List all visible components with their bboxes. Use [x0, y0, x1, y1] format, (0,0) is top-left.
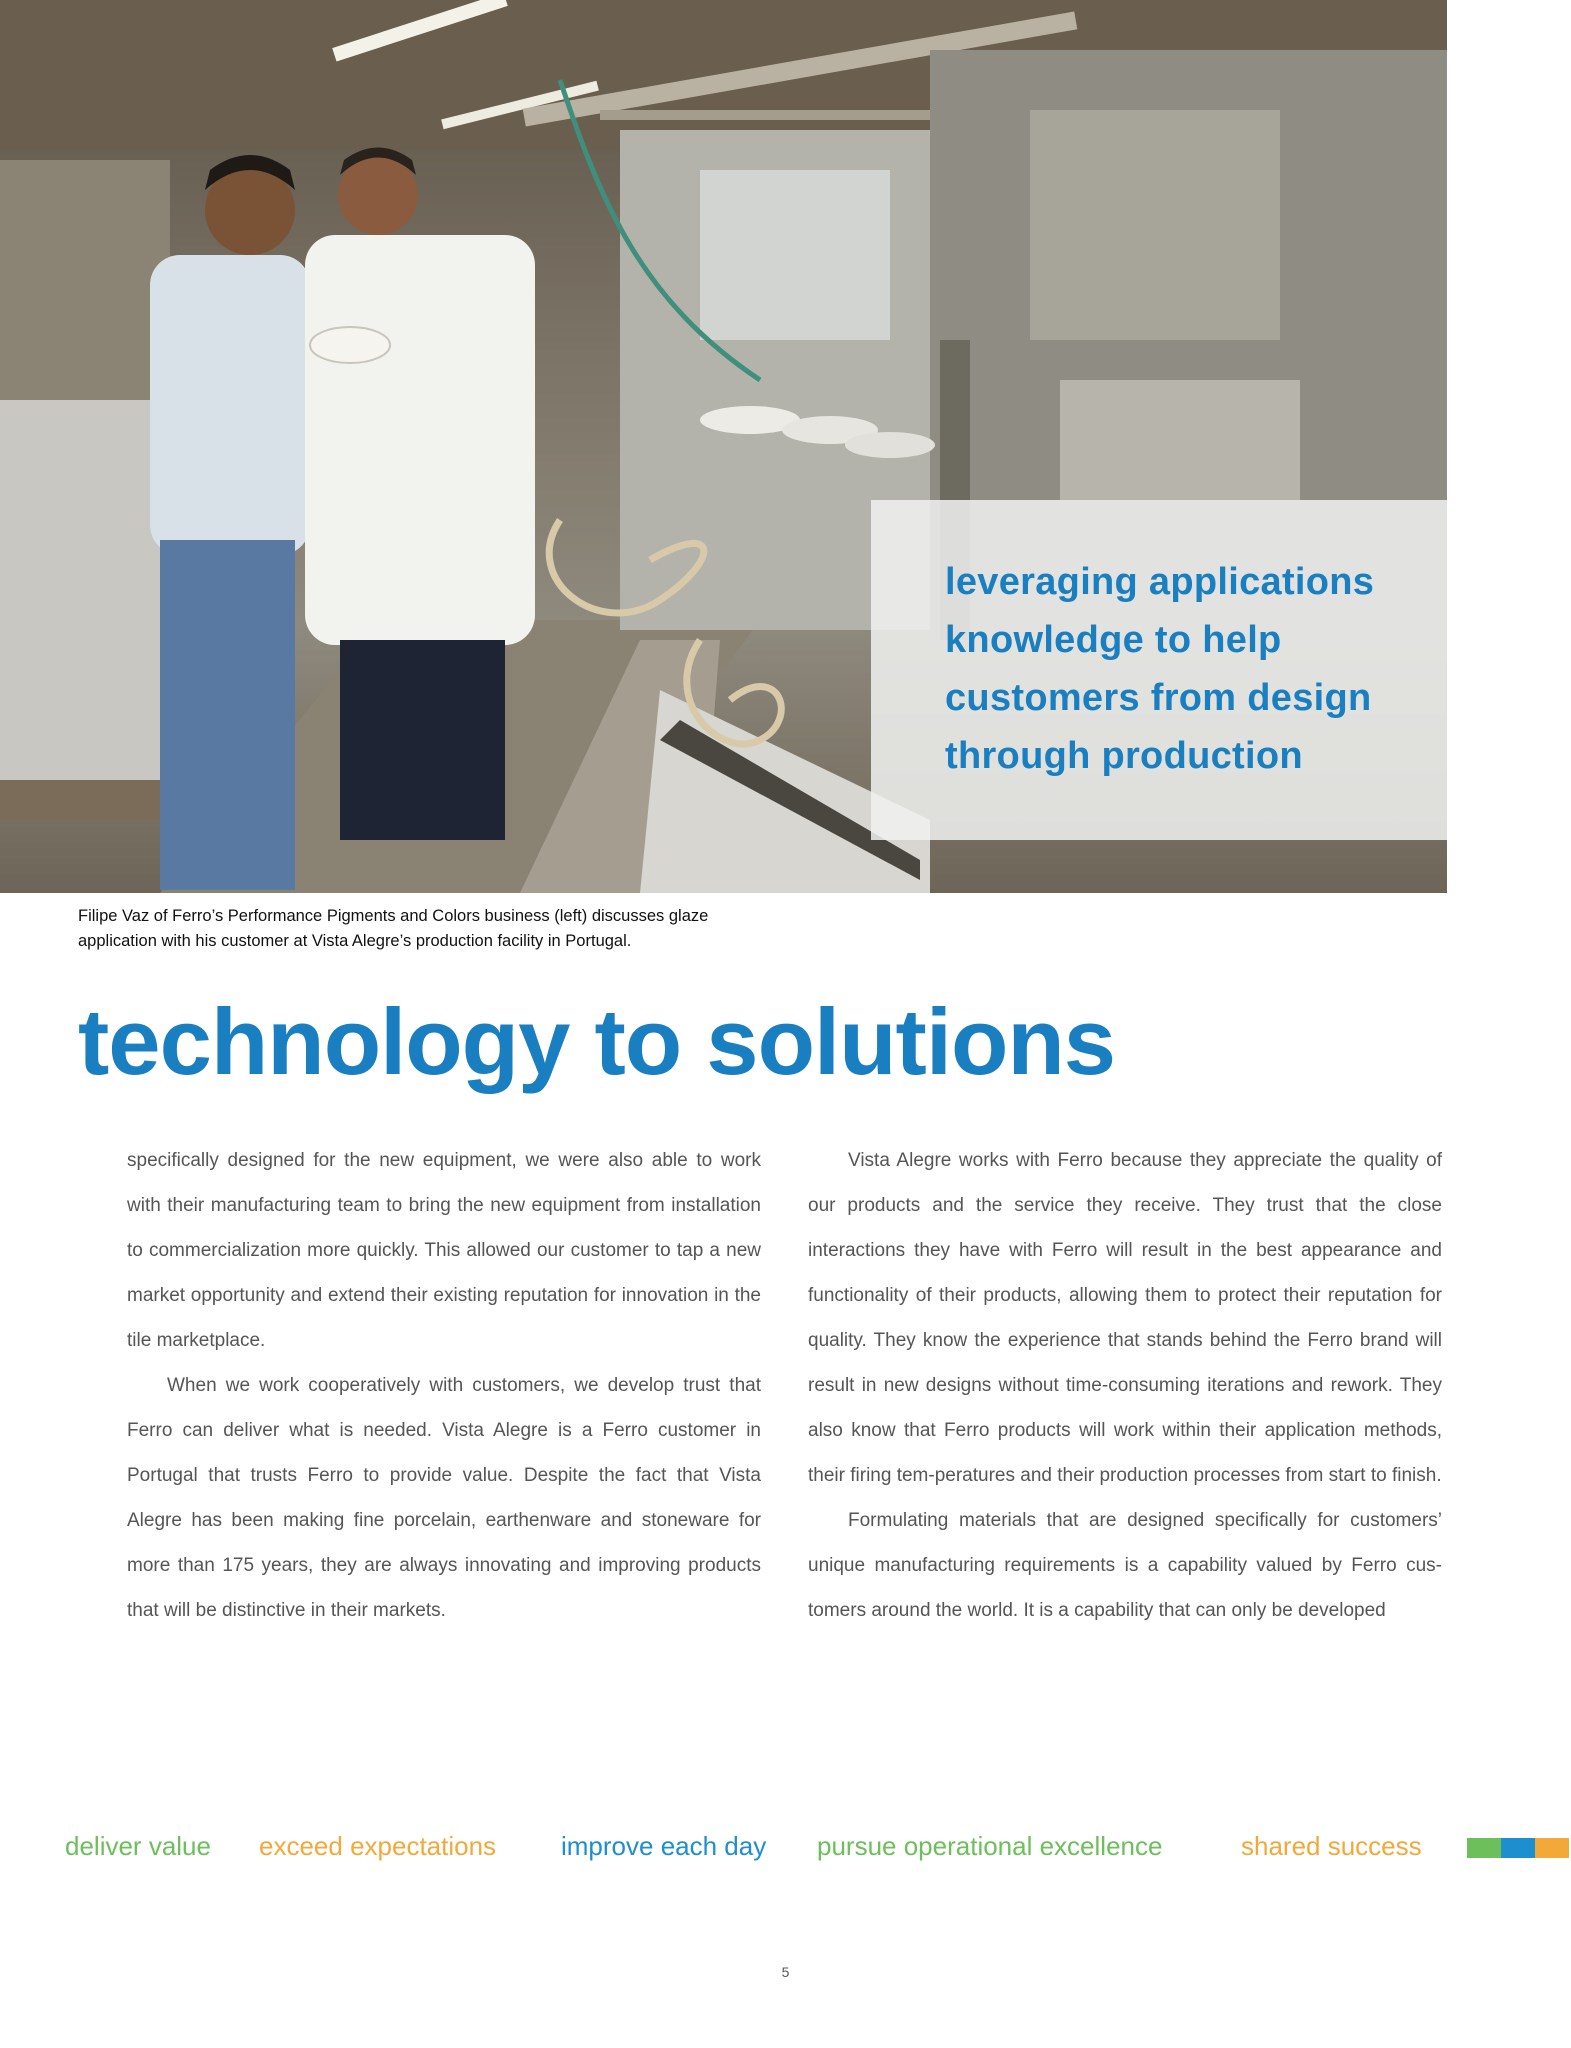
body-paragraph: specifically designed for the new equipment, we were also able to work with their manufacturing team to bring the new equipment from installation to commercialization more quickly. This allowed our customer to tap a new market opportunity and extend their existing reputation for innovation in the tile marketplace. [127, 1150, 761, 1351]
callout-line: leveraging applications [945, 561, 1375, 603]
callout-line: knowledge to help [945, 619, 1282, 661]
callout-line: customers from design [945, 677, 1372, 719]
callout-line: through production [945, 735, 1303, 777]
page-number: 5 [781, 1964, 790, 1980]
values-bar [65, 1826, 1571, 1866]
body-paragraph: Formulating materials that are designed specifically for customers’ unique manufacturing requirements is a capability valued by Ferro cus-tomers around the world. It is a capability that can only be developed [808, 1510, 1442, 1621]
caption-line: Filipe Vaz of Ferro’s Performance Pigments and Colors business (left) discusses glaze [78, 907, 709, 925]
right-column [808, 1138, 1442, 1633]
callout-text [945, 553, 1425, 785]
value-pursue: pursue operational excellence [817, 1831, 1163, 1861]
body-paragraph: Vista Alegre works with Ferro because they appreciate the quality of our products and the service they receive. They trust that the close interactions they have with Ferro will result in the best appearance and functionality of their products, allowing them to protect their reputation for quality. They know the experience that stands behind the Ferro brand will result in new designs without time-consuming iterations and rework. They also know that Ferro products will work within their application methods, their firing tem-peratures and their production processes from start to finish. [808, 1150, 1442, 1486]
left-column [127, 1138, 761, 1633]
value-shared: shared success [1241, 1831, 1422, 1861]
caption-line: application with his customer at Vista Alegre’s production facility in Portugal. [78, 932, 632, 950]
body-paragraph: When we work cooperatively with customers, we develop trust that Ferro can deliver what is needed. Vista Alegre is a Ferro customer in Portugal that trusts Ferro to provide value. Despite the fact that Vista Alegre has been making fine porcelain, earthenware and stoneware for more than 175 years, they are always innovating and improving products that will be distinctive in their markets. [127, 1375, 761, 1621]
value-deliver: deliver value [65, 1831, 211, 1861]
blue-swatch [1501, 1838, 1535, 1858]
green-swatch [1467, 1838, 1501, 1858]
value-exceed: exceed expectations [259, 1831, 497, 1861]
value-improve: improve each day [561, 1831, 767, 1861]
photo-caption [78, 904, 838, 954]
orange-swatch [1535, 1838, 1569, 1858]
page-title: technology to solutions [78, 989, 1116, 1094]
